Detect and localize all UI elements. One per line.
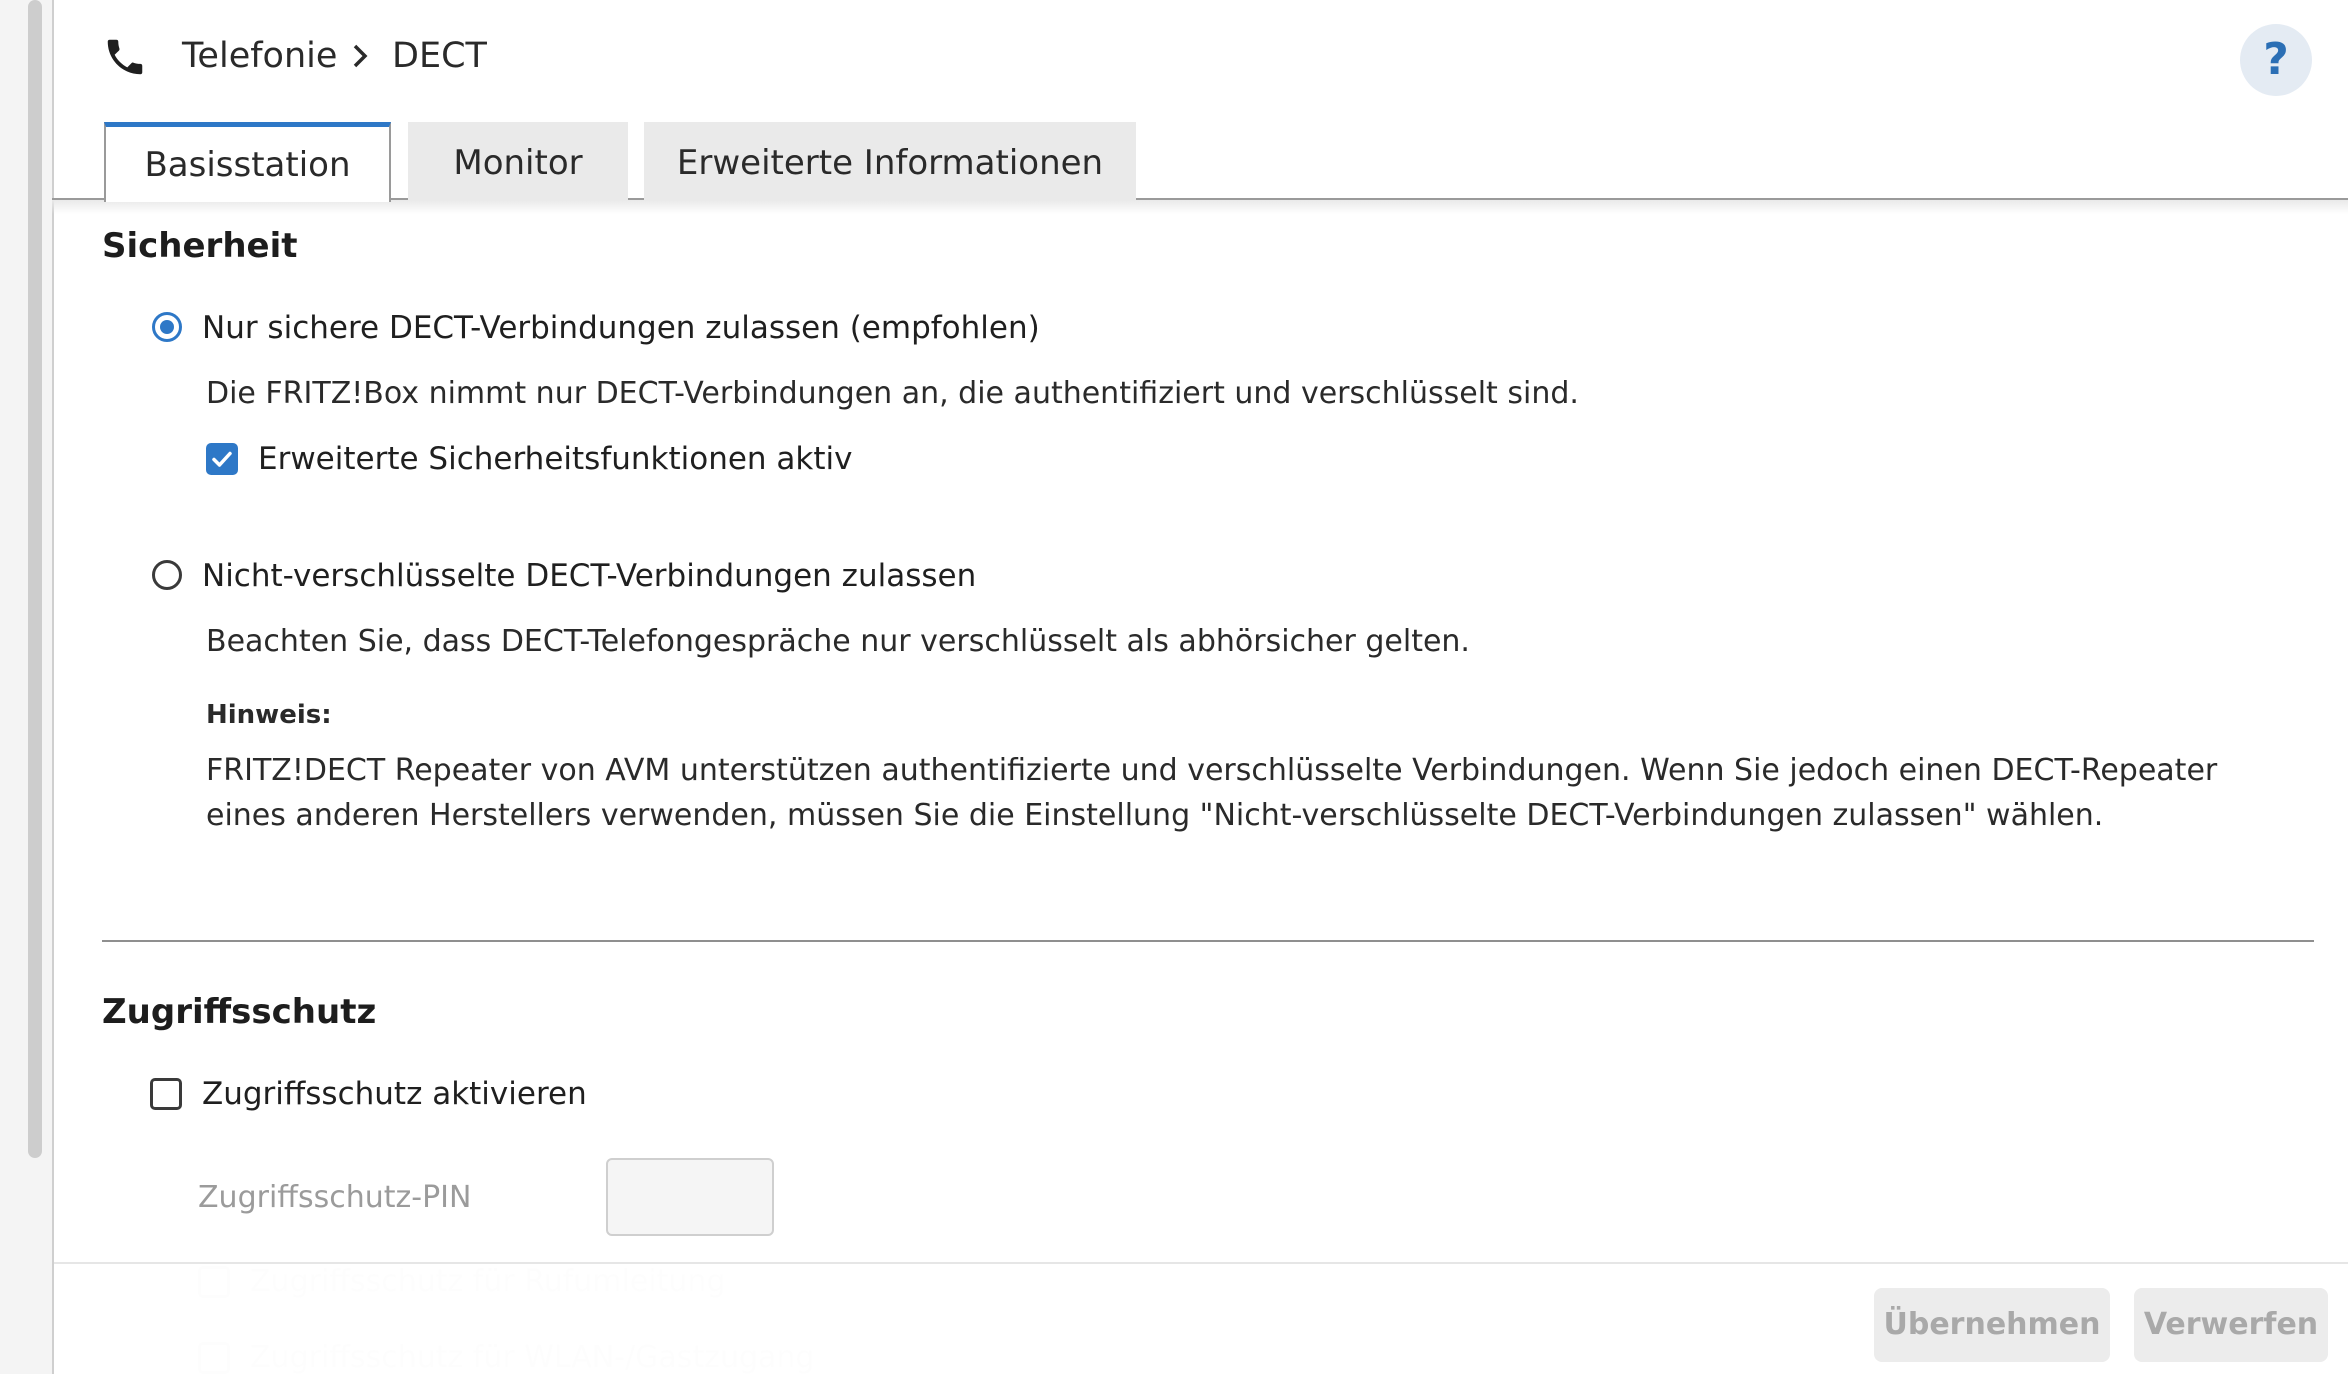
breadcrumb <box>102 28 2302 84</box>
radio-secure-only-label[interactable]: Nur sichere DECT-Verbindungen zulassen (empfohlen) <box>202 310 1040 346</box>
checkbox-extended-security-label[interactable]: Erweiterte Sicherheitsfunktionen aktiv <box>258 441 853 477</box>
pin-label: Zugriffsschutz-PIN <box>198 1180 472 1215</box>
section-title-zugriffsschutz: Zugriffsschutz <box>102 992 377 1032</box>
radio-unencrypted[interactable] <box>152 560 182 590</box>
left-rail <box>0 0 54 1374</box>
help-button[interactable]: ? <box>2240 24 2312 96</box>
hint-text: FRITZ!DECT Repeater von AVM unterstützen authentifizierte und verschlüsselte Verbindungen. Wenn Sie jedoch einen DECT-Repeater eines anderen Herstellers verwenden, müssen Sie die Einstellung "Nicht-verschlüsselte DECT-Verbindungen zulassen" wählen. <box>206 753 2218 833</box>
tab-erweiterte-informationen[interactable]: Erweiterte Informationen <box>644 122 1136 200</box>
tabs-shadow <box>52 200 2348 214</box>
checkbox-extended-security[interactable] <box>206 443 238 475</box>
scrollbar-thumb[interactable] <box>28 0 42 1158</box>
checkmark-icon <box>210 447 234 471</box>
section-title-sicherheit: Sicherheit <box>102 226 298 266</box>
tab-monitor[interactable]: Monitor <box>408 122 628 200</box>
chevron-right-icon <box>346 36 374 76</box>
phone-icon <box>102 34 148 80</box>
apply-button[interactable]: Übernehmen <box>1874 1288 2110 1362</box>
breadcrumb-page: DECT <box>392 36 487 76</box>
checkbox-access-protection-label[interactable]: Zugriffsschutz aktivieren <box>202 1076 587 1112</box>
breadcrumb-section[interactable]: Telefonie <box>182 36 338 76</box>
hint-title: Hinweis: <box>206 700 332 730</box>
checkbox-access-protection[interactable] <box>150 1078 182 1110</box>
pin-input[interactable] <box>606 1158 774 1236</box>
radio-unencrypted-label[interactable]: Nicht-verschlüsselte DECT-Verbindungen zulassen <box>202 558 977 594</box>
secure-only-description: Die FRITZ!Box nimmt nur DECT-Verbindungen an, die authentifiziert und verschlüsselt sind. <box>206 376 1579 411</box>
discard-button[interactable]: Verwerfen <box>2134 1288 2328 1362</box>
tab-basisstation[interactable]: Basisstation <box>104 122 391 202</box>
section-divider <box>102 940 2314 942</box>
unencrypted-description: Beachten Sie, dass DECT-Telefongespräche nur verschlüsselt als abhörsicher gelten. <box>206 624 1470 659</box>
radio-secure-only[interactable] <box>152 312 182 342</box>
